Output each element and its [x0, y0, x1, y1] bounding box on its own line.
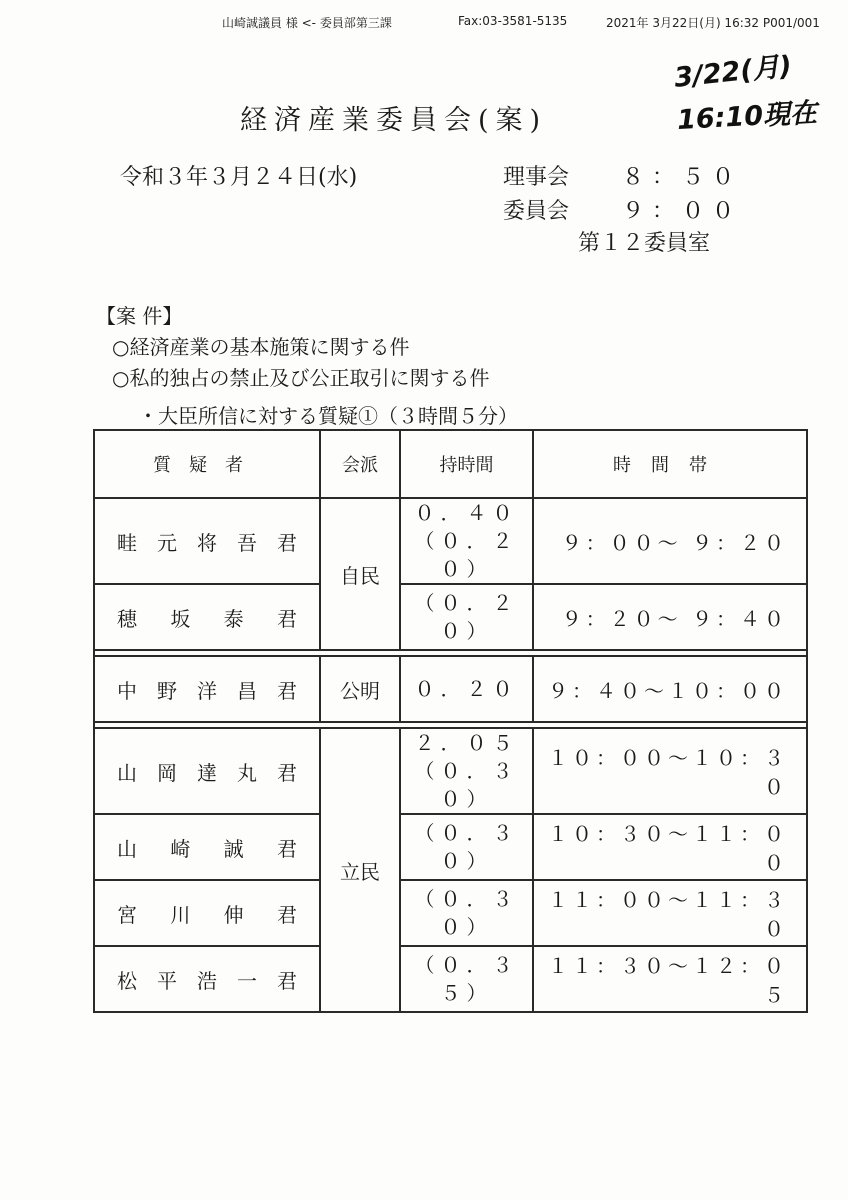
questioner-name: 山岡達丸君 [94, 728, 320, 814]
meeting-date: 令和３年３月２４日(水) [120, 165, 358, 190]
time-allotted: ０．２０ [400, 656, 533, 722]
handwritten-date: 3/22(月) [672, 50, 794, 94]
committee-meeting-label: 委員会 [503, 199, 570, 224]
table-header-row [94, 430, 807, 498]
time-slot: １０：３０～１１：００ [533, 814, 807, 880]
handwritten-time: 16:10現在 [676, 97, 818, 136]
table-row [94, 498, 807, 584]
party-cell: 立民 [320, 728, 400, 1012]
header-time-allotted: 持時間 [400, 430, 533, 498]
table-row [94, 946, 807, 1012]
header-time-slot: 時間帯 [533, 430, 807, 498]
party-cell: 公明 [320, 656, 400, 722]
agenda-item: ○経済産業の基本施策に関する件 [112, 335, 410, 359]
time-total: ２．０５ [414, 731, 519, 755]
questioner-name: 中野洋昌君 [94, 656, 320, 722]
time-slot: ９：２０～ ９：４０ [533, 584, 807, 650]
time-slot: ９：００～ ９：２０ [533, 498, 807, 584]
time-slot: １０：００～１０：３０ [533, 728, 807, 814]
page-title: 経済産業委員会(案) [240, 105, 548, 136]
questioner-name: 穂坂泰君 [94, 584, 320, 650]
questioner-name: 松平浩一君 [94, 946, 320, 1012]
board-meeting-label: 理事会 [503, 165, 570, 190]
questioner-name: 畦元将吾君 [94, 498, 320, 584]
time-total: ０．４０ [414, 501, 519, 525]
questioner-name: 山崎誠君 [94, 814, 320, 880]
questioner-name: 宮川伸君 [94, 880, 320, 946]
time-allotted [400, 728, 533, 814]
agenda-item: ○私的独占の禁止及び公正取引に関する件 [112, 366, 490, 390]
time-individual: （０．３０） [414, 759, 519, 811]
table-row [94, 656, 807, 722]
time-allotted: （０．３５） [400, 946, 533, 1012]
time-allotted: （０．３０） [400, 814, 533, 880]
table-row [94, 584, 807, 650]
table-row [94, 814, 807, 880]
board-meeting-time: ８：５０ [622, 165, 743, 190]
time-allotted: （０．３０） [400, 880, 533, 946]
agenda-subitem: ・大臣所信に対する質疑①（３時間５分） [138, 404, 518, 428]
time-slot: １１：３０～１２：０５ [533, 946, 807, 1012]
time-slot: １１：００～１１：３０ [533, 880, 807, 946]
header-party: 会派 [320, 430, 400, 498]
time-individual: （０．２０） [414, 529, 519, 581]
table-row [94, 880, 807, 946]
agenda-heading: 【案 件】 [96, 304, 183, 328]
questioning-schedule-table [93, 429, 808, 1013]
committee-meeting-time: ９：００ [622, 199, 743, 224]
table-row [94, 728, 807, 814]
fax-sender: 山崎誠議員 様 <- 委員部第三課 [222, 16, 392, 30]
fax-timestamp: 2021年 3月22日(月) 16:32 P001/001 [606, 16, 820, 30]
header-questioner: 質疑者 [94, 430, 320, 498]
time-allotted [400, 498, 533, 584]
meeting-room: 第１２委員室 [578, 231, 711, 256]
fax-number: Fax:03-3581-5135 [458, 14, 568, 28]
time-slot: ９：４０～１０：００ [533, 656, 807, 722]
time-allotted: （０．２０） [400, 584, 533, 650]
party-cell: 自民 [320, 498, 400, 650]
